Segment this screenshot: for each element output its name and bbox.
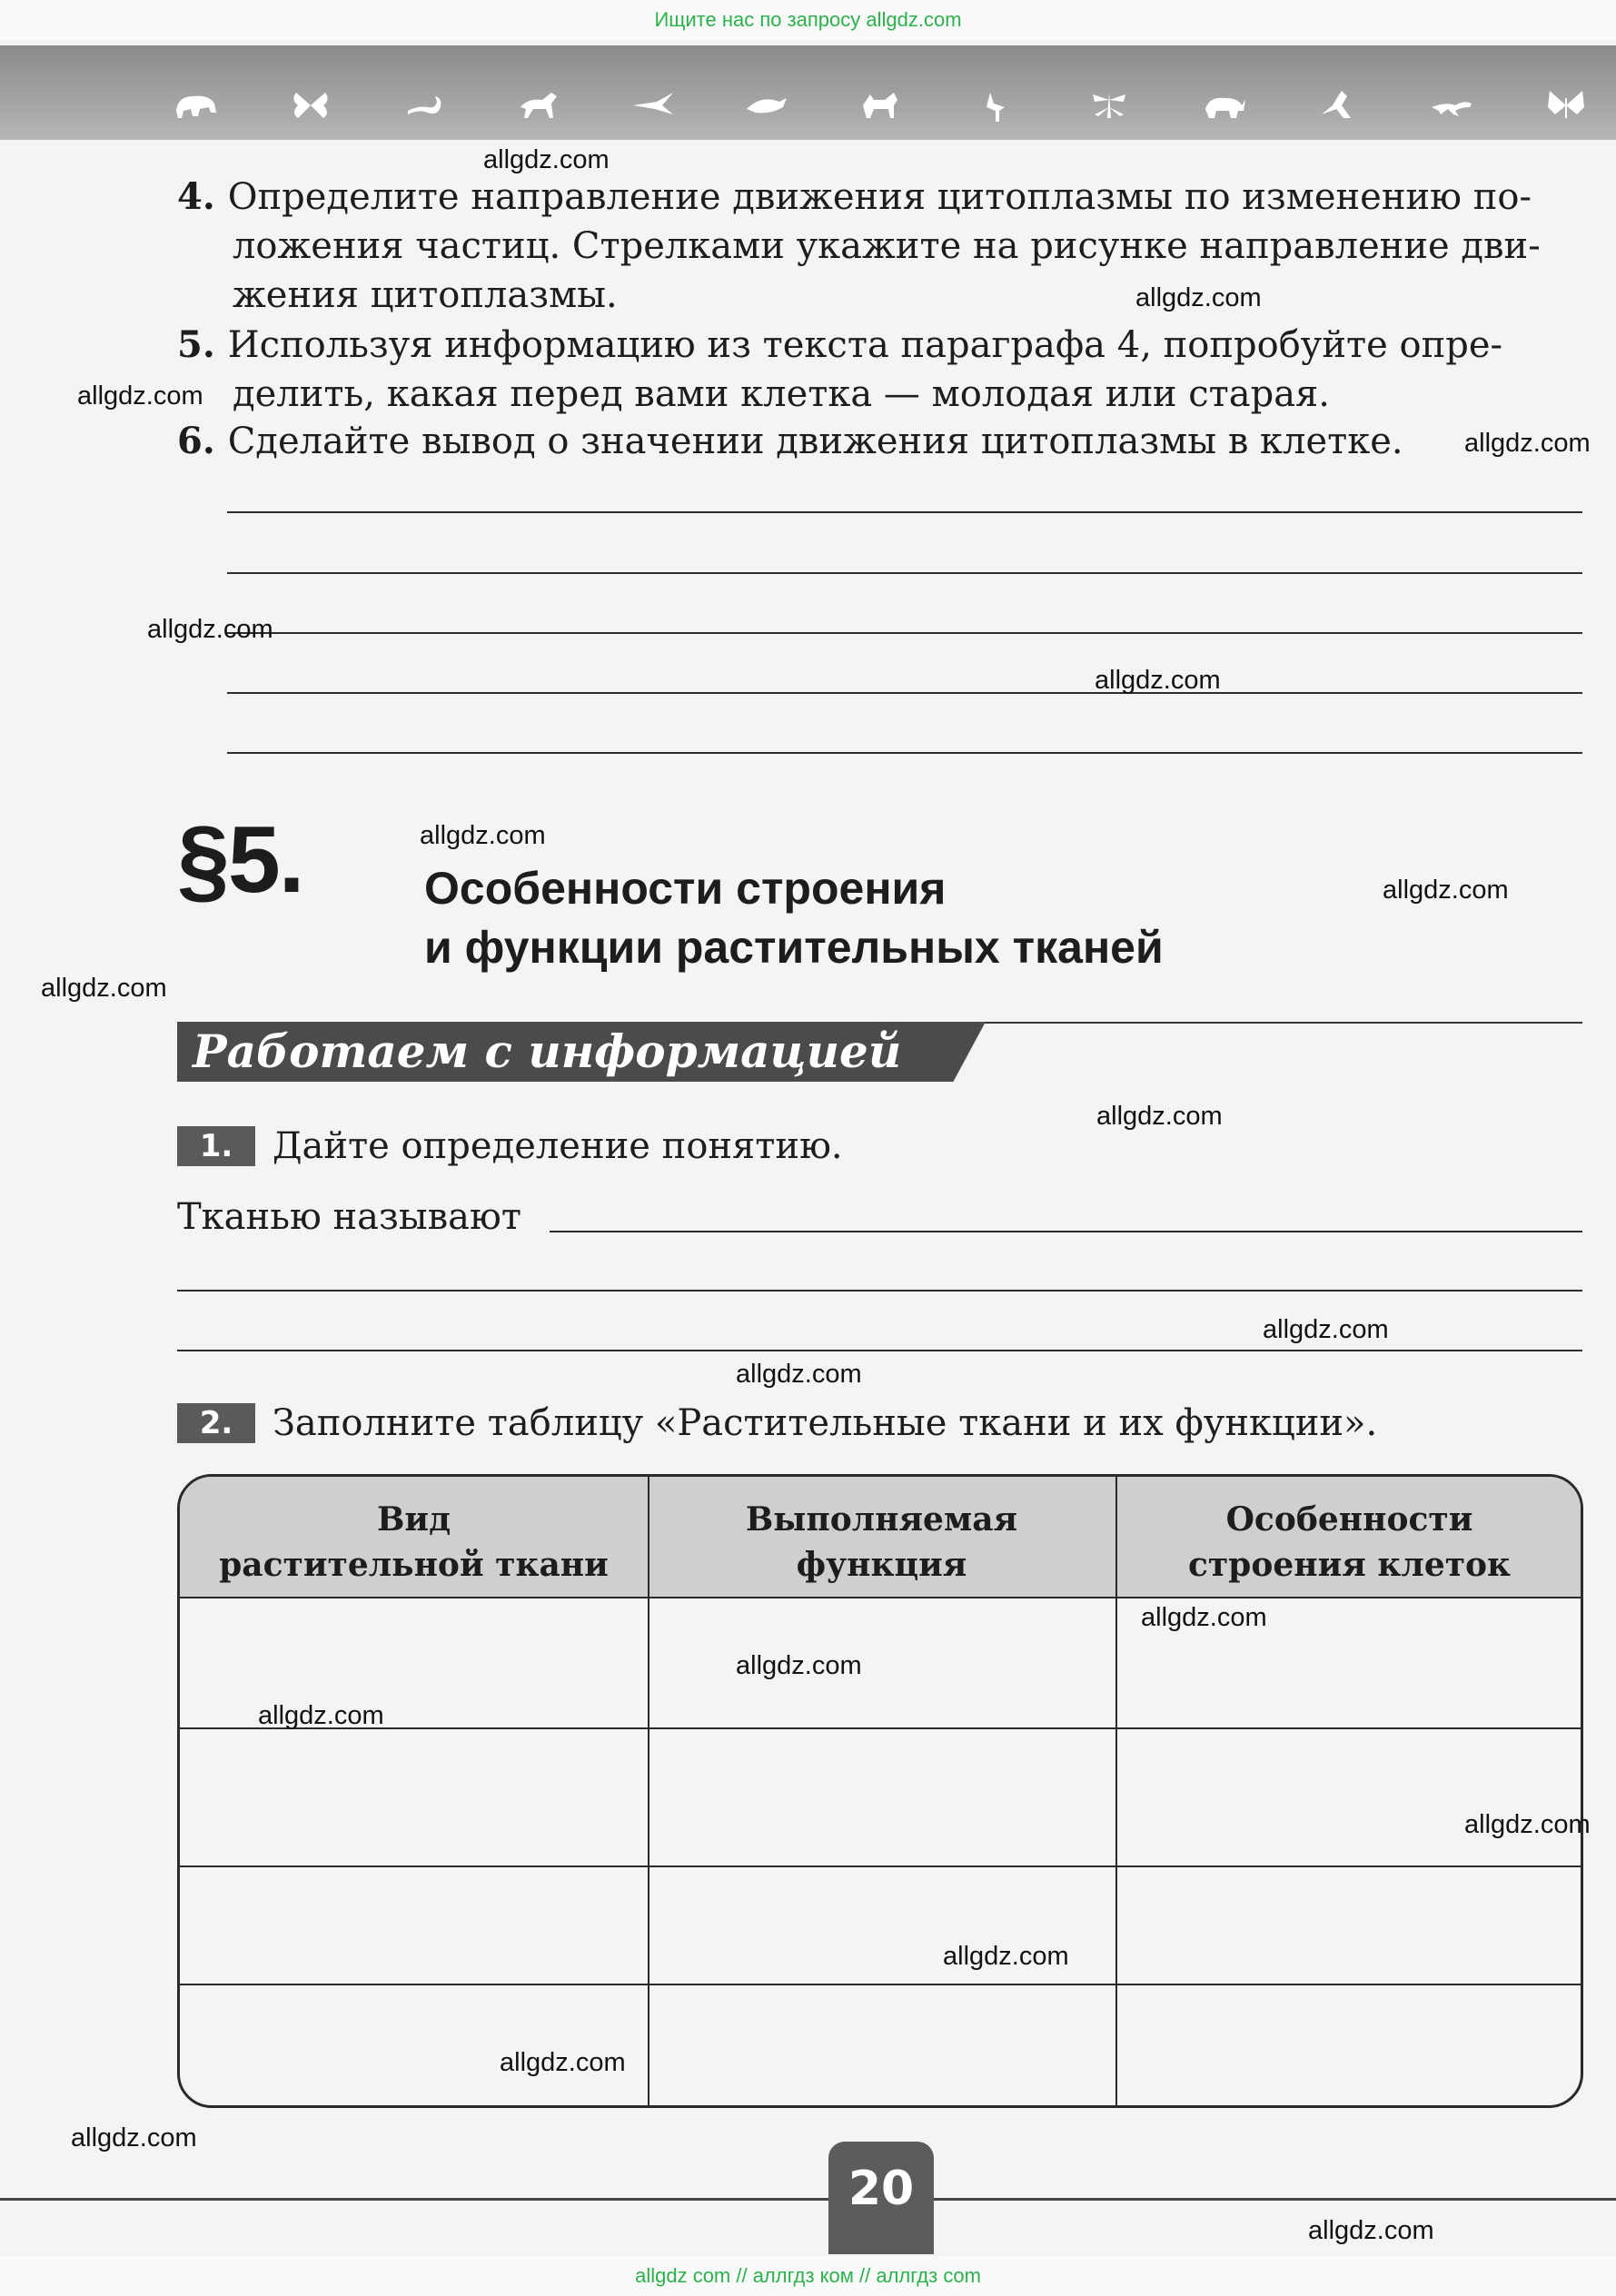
header-line: Особенности xyxy=(1225,1500,1473,1539)
section-banner-text: Работаем с информацией xyxy=(193,1024,902,1078)
answer-line[interactable] xyxy=(227,632,1582,634)
bird-icon xyxy=(630,87,677,124)
column-divider xyxy=(1115,1477,1117,2105)
answer-line[interactable] xyxy=(227,572,1582,574)
definition-answer-line[interactable] xyxy=(550,1231,1582,1232)
watermark: allgdz.com xyxy=(420,821,546,850)
watermark: allgdz.com xyxy=(1096,1102,1223,1131)
task-number: 6. xyxy=(177,420,215,462)
watermark: allgdz.com xyxy=(943,1942,1069,1971)
insect-icon xyxy=(1086,87,1133,124)
watermark: allgdz.com xyxy=(1383,876,1509,905)
paragraph-title-line2: и функции растительных тканей xyxy=(424,922,1164,973)
watermark: allgdz.com xyxy=(1263,1315,1389,1344)
task-number: 4. xyxy=(177,175,215,218)
moth-icon xyxy=(1542,87,1590,124)
watermark: allgdz.com xyxy=(258,1701,384,1730)
header-tissue-type xyxy=(180,1497,648,1588)
plant-tissues-table xyxy=(177,1474,1583,2108)
watermark: allgdz.com xyxy=(147,615,273,644)
answer-line[interactable] xyxy=(177,1350,1582,1351)
answer-line[interactable] xyxy=(227,692,1582,694)
row-divider xyxy=(180,1984,1581,1985)
task-text: Используя информацию из текста параграфа 4, попробуйте опре- xyxy=(227,324,1503,366)
task-text: Сделайте вывод о значении движения цитоплазмы в клетке. xyxy=(227,421,1403,462)
top-banner: Ищите нас по запросу allgdz.com xyxy=(0,0,1616,40)
task-text: Определите направление движения цитоплазмы по изменению по- xyxy=(227,176,1532,218)
paragraph-number: §5. xyxy=(177,807,303,913)
rhino-icon xyxy=(1200,87,1247,124)
answer-line[interactable] xyxy=(227,511,1582,513)
question-1-text: Дайте определение понятию. xyxy=(273,1125,843,1167)
header-function xyxy=(648,1497,1115,1588)
question-2-text: Заполните таблицу «Растительные ткани и их функции». xyxy=(273,1402,1378,1444)
watermark: allgdz.com xyxy=(1464,429,1591,458)
task-text: жения цитоплазмы. xyxy=(233,274,618,316)
row-divider xyxy=(180,1727,1581,1729)
moose-icon xyxy=(858,87,905,124)
answer-line[interactable] xyxy=(177,1290,1582,1292)
watermark: allgdz.com xyxy=(1135,283,1262,312)
watermark: allgdz.com xyxy=(483,145,610,174)
watermark: allgdz.com xyxy=(736,1651,862,1680)
watermark: allgdz.com xyxy=(1464,1810,1591,1839)
watermark: allgdz.com xyxy=(500,2048,626,2077)
watermark: allgdz.com xyxy=(1141,1603,1267,1632)
lizard-icon xyxy=(1428,87,1475,124)
watermark: allgdz.com xyxy=(1095,666,1221,695)
task-5 xyxy=(177,321,1585,419)
column-divider xyxy=(648,1477,649,2105)
header-line: строения клеток xyxy=(1187,1546,1512,1584)
row-divider xyxy=(180,1866,1581,1867)
question-1-badge: 1. xyxy=(177,1126,255,1166)
footer-line xyxy=(0,2198,1616,2201)
bottom-banner: allgdz com // аллгдз ком // аллгдз com xyxy=(0,2256,1616,2296)
header-cell-features xyxy=(1115,1497,1583,1588)
crane-icon xyxy=(972,87,1019,124)
watermark: allgdz.com xyxy=(1308,2216,1434,2245)
question-2-badge: 2. xyxy=(177,1403,255,1443)
task-4 xyxy=(177,173,1585,320)
header-line: функция xyxy=(796,1546,967,1584)
header-line: растительной ткани xyxy=(219,1546,609,1584)
header-line: Вид xyxy=(376,1500,451,1539)
task-number: 5. xyxy=(177,323,215,366)
task-text: ложения частиц. Стрелками укажите на рисунке направление дви- xyxy=(233,225,1541,267)
answer-line[interactable] xyxy=(227,752,1582,754)
butterfly-icon xyxy=(287,87,334,124)
animal-strip xyxy=(173,87,1590,142)
row-divider xyxy=(180,1597,1581,1598)
page-number: 20 xyxy=(848,2162,915,2216)
watermark: allgdz.com xyxy=(71,2123,197,2152)
definition-label: Тканью называют xyxy=(177,1196,521,1238)
paragraph-title-line1: Особенности строения xyxy=(424,863,947,914)
task-6 xyxy=(177,417,1585,466)
header-line: Выполняемая xyxy=(745,1500,1018,1539)
watermark: allgdz.com xyxy=(736,1360,862,1389)
scorpion-icon xyxy=(401,87,448,124)
watermark: allgdz.com xyxy=(41,974,167,1003)
dolphin-icon xyxy=(743,87,790,124)
kangaroo-icon xyxy=(1314,87,1362,124)
task-text: делить, какая перед вами клетка — молодая или старая. xyxy=(233,373,1330,415)
bison-icon xyxy=(173,87,220,124)
horse-icon xyxy=(515,87,562,124)
watermark: allgdz.com xyxy=(77,381,203,411)
